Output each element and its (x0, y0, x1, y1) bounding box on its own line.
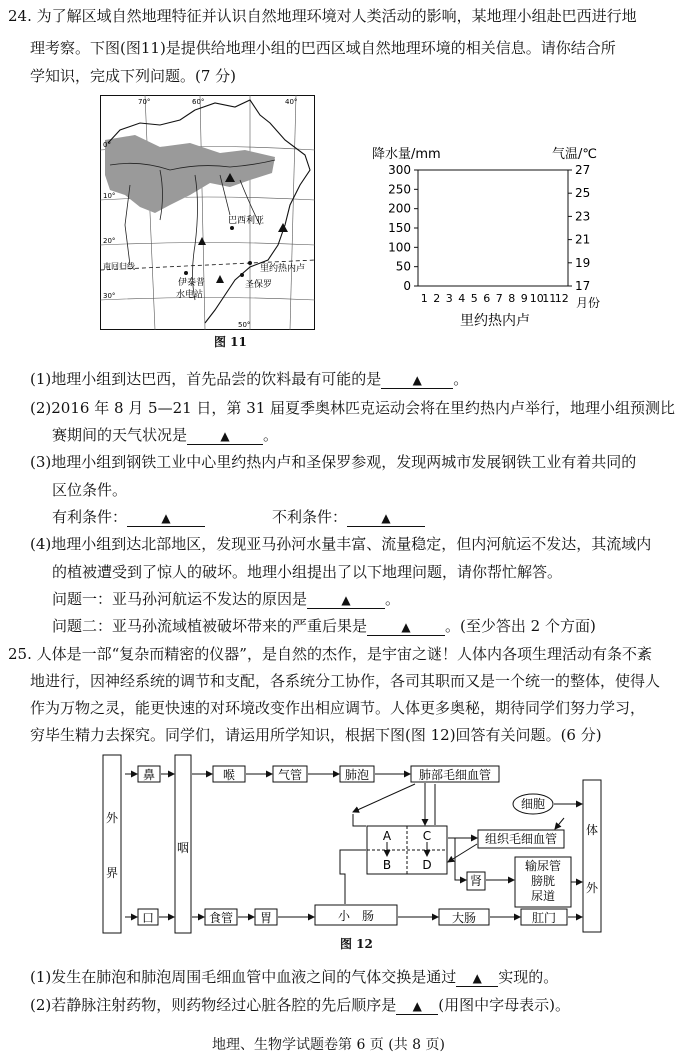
map-lon-70: 70° (138, 98, 151, 106)
body-system-diagram (95, 752, 615, 937)
q24-sub2-a: (2)2016 年 8 月 5—21 日，第 31 届夏季奥林匹克运动会将在里约热内卢举行，地理小组预测比 (30, 399, 676, 417)
map-label-tropic: 南回归线 (103, 262, 135, 271)
chamber-d: D (422, 858, 432, 872)
chart-ylabel-left: 降水量/mm (372, 147, 441, 162)
q24-sub4-b: 的植被遭受到了惊人的破坏。地理小组提出了以下地理问题，请你帮忙解答。 (52, 563, 563, 581)
stomach-label: 胃 (259, 911, 273, 925)
q24-sub3-unfav: 不利条件： ▲ (272, 506, 425, 528)
map-lat-20: 20° (103, 237, 116, 245)
map-lat-10: 10° (103, 192, 116, 200)
map-label-rio: 里约热内卢 (260, 264, 306, 274)
month-label: 6 (483, 292, 491, 305)
left-tick-label: 50 (395, 259, 411, 274)
pharynx-label: 咽 (176, 841, 190, 855)
small-intestine-label: 小 肠 (337, 909, 375, 923)
q24-line2: 理考察。下图(图11)是提供给地理小组的巴西区域自然地理环境的相关信息。请你结合所 (30, 39, 616, 57)
figure-12-caption: 图 12 (340, 937, 373, 951)
q25-line4: 穷毕生精力去探究。同学们，请运用所学知识，根据下图(图 12)回答有关问题。(6 分) (30, 726, 602, 744)
map-label-itaipu-1: 伊泰普 (178, 278, 206, 288)
month-label: 5 (470, 292, 478, 305)
nose-label: 鼻 (142, 768, 156, 782)
outside-char-2: 界 (105, 866, 119, 880)
q24-sub3-fav: 有利条件： ▲ (52, 506, 205, 528)
blank-mark: ▲ (341, 593, 351, 607)
blank-mark: ▲ (412, 999, 422, 1013)
esophagus-label: 食管 (208, 911, 234, 925)
left-tick-label: 250 (388, 182, 411, 197)
chamber-c: C (422, 829, 432, 843)
month-label: 4 (458, 292, 466, 305)
large-intestine-label: 大肠 (451, 911, 477, 925)
month-label: 11 (542, 292, 557, 305)
month-label: 7 (495, 292, 503, 305)
alveoli-label: 肺泡 (344, 768, 370, 782)
map-lon-40: 40° (285, 98, 298, 106)
mouth-label: 口 (141, 911, 155, 925)
right-tick-label: 19 (575, 255, 591, 270)
bladder-label: 膀胱 (530, 874, 556, 888)
q24-sub4-q2: 问题二：亚马孙流域植被破坏带来的严重后果是 ▲ 。(至少答出 2 个方面) (52, 617, 596, 635)
q25-sub1: (1)发生在肺泡和肺泡周围毛细血管中血液之间的气体交换是通过 ▲ 实现的。 (30, 968, 559, 986)
month-label: 2 (433, 292, 441, 305)
map-lat-0: 0° (103, 141, 111, 149)
right-tick-label: 21 (575, 232, 591, 247)
blank-mark: ▲ (161, 511, 171, 525)
map-label-saopaulo: 圣保罗 (245, 280, 273, 290)
chamber-a: A (382, 829, 392, 843)
chart-month-unit: 月份 (576, 296, 601, 310)
q25-line1: 25. 人体是一部“复杂而精密的仪器”，是自然的杰作，是宇宙之谜！人体内各项生理活动有条不紊 (8, 645, 652, 663)
lung-capillary-label: 肺部毛细血管 (418, 768, 492, 782)
map-label-brasilia: 巴西利亚 (228, 216, 265, 226)
left-tick-label: 150 (388, 221, 411, 235)
blank-mark: ▲ (220, 429, 230, 443)
body-outside-char-2: 外 (585, 881, 599, 895)
blank-mark: ▲ (381, 511, 391, 525)
q24-sub1: (1)地理小组到达巴西，首先品尝的饮料最有可能的是 ▲ 。 (30, 370, 469, 388)
q25-line2: 地进行，因神经系统的调节和支配，各系统分工协作，各司其职而又是一个统一的整体，使得人 (30, 672, 661, 690)
chart-frame (418, 170, 568, 286)
month-label: 3 (445, 292, 453, 305)
blank-mark: ▲ (412, 373, 422, 387)
right-tick-label: 27 (575, 163, 591, 177)
month-label: 12 (554, 292, 569, 305)
left-tick-label: 0 (403, 279, 411, 293)
right-tick-label: 25 (575, 186, 591, 201)
brazil-map (100, 95, 315, 330)
month-label: 1 (420, 292, 428, 305)
left-tick-label: 100 (388, 240, 411, 255)
urethra-label: 尿道 (530, 889, 556, 903)
q24-sub4-q1: 问题一：亚马孙河航运不发达的原因是 ▲ 。 (52, 590, 401, 608)
month-label: 8 (508, 292, 516, 305)
outside-char-1: 外 (105, 811, 119, 825)
right-tick-label: 23 (575, 209, 591, 224)
q24-sub3-a: (3)地理小组到钢铁工业中心里约热内卢和圣保罗参观，发现两城市发展钢铁工业有着共同的 (30, 453, 637, 471)
month-label: 10 (529, 292, 544, 305)
body-outside-char-1: 体 (585, 823, 599, 837)
page-footer: 地理、生物学试题卷第 6 页 (共 8 页) (212, 1037, 445, 1053)
chart-station: 里约热内卢 (460, 313, 530, 329)
blank-mark: ▲ (472, 971, 482, 985)
right-tick-label: 17 (575, 279, 591, 293)
blank-mark: ▲ (401, 620, 411, 634)
map-lon-50: 50° (238, 321, 251, 329)
month-label: 9 (520, 292, 528, 305)
map-lat-30: 30° (103, 292, 116, 300)
ureter-label: 输尿管 (524, 859, 562, 873)
anus-label: 肛门 (531, 911, 557, 925)
figure-11-caption: 图 11 (214, 335, 247, 349)
left-tick-label: 300 (388, 163, 411, 177)
tissue-capillary-label: 组织毛细血管 (484, 832, 558, 846)
chamber-b: B (382, 858, 392, 872)
kidney-label: 肾 (469, 874, 483, 888)
q24-sub4-a: (4)地理小组到达北部地区，发现亚马孙河水量丰富、流量稳定，但内河航运不发达，其流域内 (30, 535, 652, 553)
left-tick-label: 200 (388, 201, 411, 216)
trachea-label: 气管 (277, 768, 303, 782)
q24-sub2-b: 赛期间的天气状况是 ▲ 。 (52, 426, 279, 444)
q25-sub2: (2)若静脉注射药物，则药物经过心脏各腔的先后顺序是 ▲ (用图中字母表示)。 (30, 996, 570, 1014)
larynx-label: 喉 (222, 768, 236, 782)
q24-sub3-b: 区位条件。 (52, 481, 128, 499)
map-label-itaipu-2: 水电站 (176, 290, 204, 300)
map-lon-60: 60° (192, 98, 205, 106)
q24-line3: 学知识，完成下列问题。(7 分) (30, 67, 237, 85)
chart-ylabel-right: 气温/℃ (552, 147, 597, 162)
climate-chart (360, 140, 610, 335)
cell-label: 细胞 (520, 797, 546, 811)
q25-line3: 作为万物之灵，能更快速的对环境改变作出相应调节。人体更多奥秘，期待同学们努力学习， (30, 699, 646, 717)
q24-line1: 24. 为了解区域自然地理特征并认识自然地理环境对人类活动的影响，某地理小组赴巴西进行地 (8, 7, 637, 25)
